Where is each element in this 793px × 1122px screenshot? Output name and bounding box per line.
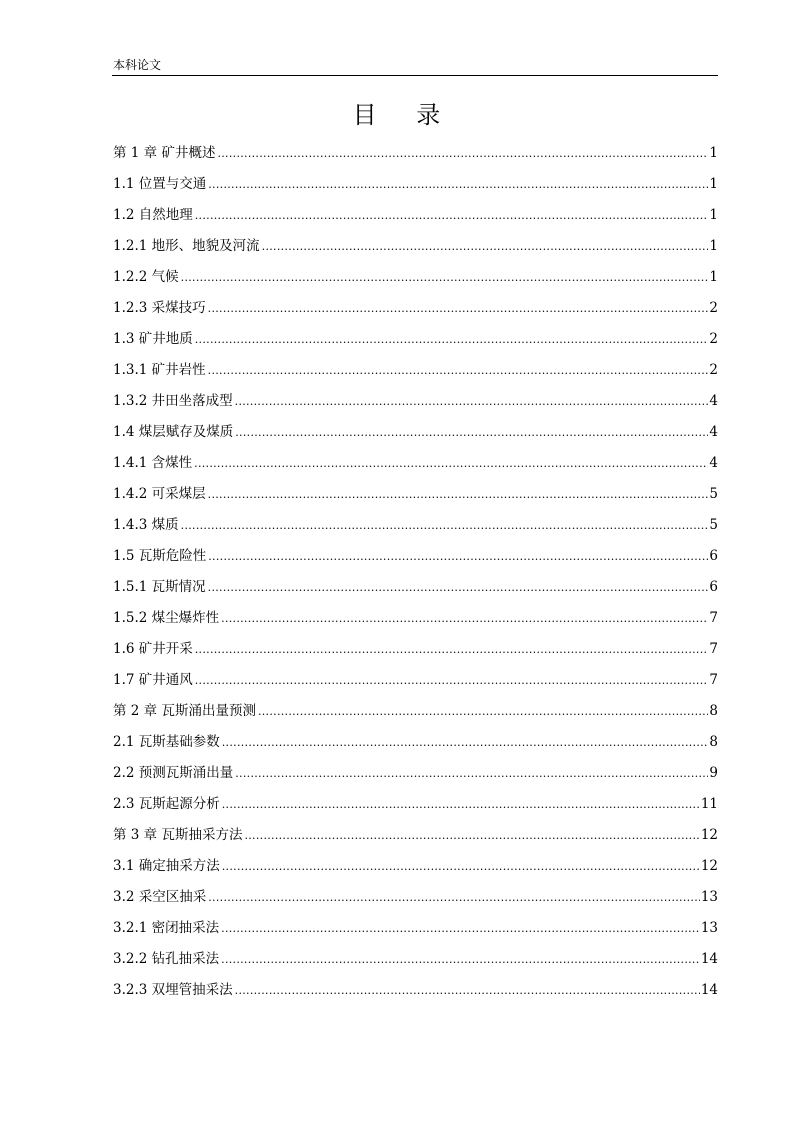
dot-leader [222,792,700,817]
toc-entry-label: 1.3 矿井地质 [113,331,193,347]
dot-leader [217,141,708,166]
dot-leader [258,699,708,724]
toc-entry-label: 2.1 瓦斯基础参数 [113,734,220,750]
toc-entry[interactable] [113,358,718,389]
toc-entry-page-number: 7 [709,610,718,626]
toc-entry-page-number: 8 [709,703,718,719]
toc-entry-page-number: 2 [709,362,718,378]
toc-entry[interactable] [113,141,718,172]
toc-entry-page-number: 6 [709,579,718,595]
dot-leader [208,172,708,197]
toc-entry-label: 3.2.2 钻孔抽采法 [113,951,220,967]
toc-entry-label: 1.3.1 矿井岩性 [113,362,206,378]
dot-leader [221,947,700,972]
toc-entry[interactable] [113,699,718,730]
toc-entry-label: 1.4.1 含煤性 [113,455,193,471]
toc-entry-label: 第 3 章 瓦斯抽采方法 [113,827,243,843]
dot-leader [208,885,700,910]
toc-entry[interactable] [113,854,718,885]
toc-entry[interactable] [113,420,718,451]
toc-entry[interactable] [113,172,718,203]
dot-leader [181,513,709,538]
toc-entry-page-number: 9 [709,765,718,781]
dot-leader [194,451,708,476]
toc-entry-page-number: 2 [709,331,718,347]
toc-entry-label: 1.5.1 瓦斯情况 [113,579,206,595]
toc-entry-page-number: 4 [709,455,718,471]
toc-entry-label: 第 1 章 矿井概述 [113,145,216,161]
toc-entry-label: 第 2 章 瓦斯涌出量预测 [113,703,256,719]
dot-leader [235,420,708,445]
toc-entry[interactable] [113,916,718,947]
toc-entry[interactable] [113,234,718,265]
toc-entry[interactable] [113,544,718,575]
toc-entry-label: 1.2 自然地理 [113,207,193,223]
dot-leader [208,482,709,507]
toc-entry-page-number: 2 [709,300,718,316]
toc-entry[interactable] [113,296,718,327]
toc-entry[interactable] [113,761,718,792]
table-of-contents [113,141,718,1009]
toc-entry-page-number: 1 [709,238,718,254]
dot-leader [235,761,708,786]
toc-entry[interactable] [113,637,718,668]
dot-leader [235,978,700,1003]
toc-entry[interactable] [113,451,718,482]
toc-title: 目 录 [352,101,457,129]
toc-entry-label: 1.1 位置与交通 [113,176,207,192]
dot-leader [208,575,709,600]
toc-entry-label: 1.5 瓦斯危险性 [113,548,207,564]
dot-leader [244,823,699,848]
toc-entry[interactable] [113,575,718,606]
toc-entry-page-number: 5 [709,486,718,502]
toc-entry[interactable] [113,730,718,761]
toc-entry-label: 3.2.3 双埋管抽采法 [113,982,233,998]
toc-entry-page-number: 1 [709,176,718,192]
toc-entry-page-number: 1 [709,207,718,223]
toc-entry-label: 2.3 瓦斯起源分析 [113,796,220,812]
toc-entry-page-number: 7 [709,641,718,657]
toc-entry-page-number: 12 [700,827,718,843]
running-header: 本科论文 [113,58,162,72]
toc-entry-page-number: 1 [709,269,718,285]
toc-entry-page-number: 4 [709,393,718,409]
dot-leader [195,668,709,693]
toc-entry-page-number: 13 [700,889,718,905]
toc-entry-label: 1.3.2 井田坐落成型 [113,393,233,409]
toc-entry-label: 3.2 采空区抽采 [113,889,207,905]
toc-entry-label: 1.4.3 煤质 [113,517,179,533]
toc-entry[interactable] [113,327,718,358]
toc-entry-label: 1.4.2 可采煤层 [113,486,206,502]
dot-leader [222,730,709,755]
toc-entry-page-number: 7 [709,672,718,688]
toc-entry-page-number: 13 [700,920,718,936]
toc-entry-page-number: 4 [709,424,718,440]
toc-entry-label: 1.7 矿井通风 [113,672,193,688]
toc-entry-label: 1.6 矿井开采 [113,641,193,657]
toc-entry[interactable] [113,482,718,513]
toc-entry-page-number: 12 [700,858,718,874]
toc-entry-page-number: 14 [700,982,718,998]
header-rule [112,75,718,76]
dot-leader [235,389,709,414]
dot-leader [262,234,709,259]
dot-leader [208,296,709,321]
dot-leader [221,606,708,631]
toc-entry[interactable] [113,668,718,699]
toc-entry-label: 3.1 确定抽采方法 [113,858,220,874]
toc-entry[interactable] [113,389,718,420]
toc-entry[interactable] [113,513,718,544]
toc-entry-page-number: 11 [700,796,718,812]
dot-leader [195,637,709,662]
toc-entry-label: 1.4 煤层赋存及煤质 [113,424,234,440]
toc-entry-page-number: 14 [700,951,718,967]
toc-entry[interactable] [113,978,718,1009]
toc-entry[interactable] [113,265,718,296]
toc-entry[interactable] [113,885,718,916]
toc-entry[interactable] [113,823,718,854]
toc-entry-label: 2.2 预测瓦斯涌出量 [113,765,234,781]
toc-entry-label: 1.2.2 气候 [113,269,179,285]
toc-entry-label: 3.2.1 密闭抽采法 [113,920,220,936]
toc-entry-label: 1.5.2 煤尘爆炸性 [113,610,220,626]
toc-entry-page-number: 8 [709,734,718,750]
dot-leader [222,854,700,879]
toc-entry-label: 1.2.3 采煤技巧 [113,300,206,316]
dot-leader [195,203,709,228]
dot-leader [221,916,700,941]
dot-leader [208,358,709,383]
dot-leader [195,327,709,352]
toc-entry[interactable] [113,792,718,823]
toc-entry-label: 1.2.1 地形、地貌及河流 [113,238,260,254]
toc-entry-page-number: 5 [709,517,718,533]
toc-entry[interactable] [113,606,718,637]
toc-entry-page-number: 1 [709,145,718,161]
toc-entry-page-number: 6 [709,548,718,564]
dot-leader [181,265,709,290]
toc-entry[interactable] [113,947,718,978]
toc-entry[interactable] [113,203,718,234]
dot-leader [208,544,708,569]
